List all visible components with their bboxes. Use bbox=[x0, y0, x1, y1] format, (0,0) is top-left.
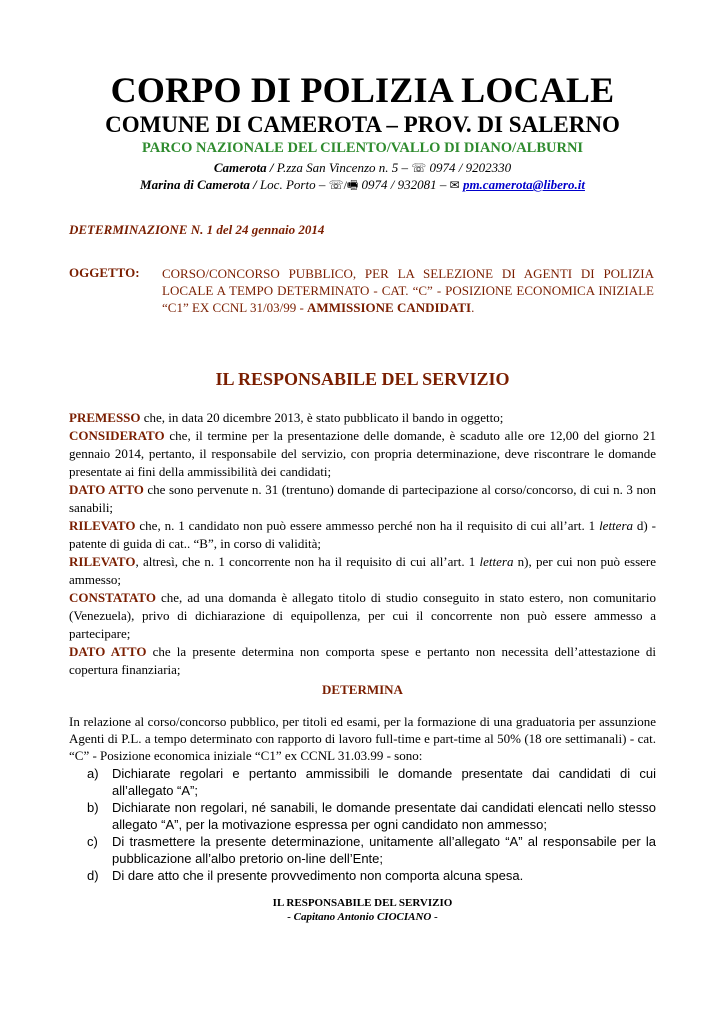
list-item-text: Dichiarate non regolari, né sanabili, le domande presentate dai candidati elencati nello stesso allegato “A”, per la motivazione espressa per ogni candidato non ammesso; bbox=[112, 800, 656, 832]
list-item-text: Di dare atto che il presente provvedimento non comporta alcuna spesa. bbox=[112, 868, 524, 883]
keyword: DATO ATTO bbox=[69, 482, 144, 497]
keyword: DATO ATTO bbox=[69, 644, 147, 659]
signature-role: IL RESPONSABILE DEL SERVIZIO bbox=[272, 897, 453, 909]
list-marker: b) bbox=[87, 800, 99, 815]
paragraph-considerato bbox=[69, 427, 656, 481]
list-marker: c) bbox=[87, 834, 98, 849]
premises-section bbox=[69, 409, 656, 679]
address-2-phone: 0974 / 932081 – bbox=[358, 177, 447, 192]
determinazione-number: DETERMINAZIONE N. 1 del 24 gennaio 2014 bbox=[69, 222, 325, 237]
determina-heading: DETERMINA bbox=[322, 682, 403, 697]
oggetto-body: CORSO/CONCORSO PUBBLICO, PER LA SELEZIONE DI AGENTI DI POLIZIA LOCALE A TEMPO DETERMINATO - CAT. “C” - POSIZIONE ECONOMICA INIZIALE “C1” EX CCNL 31/03/99 - bbox=[162, 266, 654, 315]
paragraph-dato-atto bbox=[69, 481, 656, 517]
oggetto-text bbox=[162, 265, 654, 316]
email-link[interactable]: pm.camerota@libero.it bbox=[462, 177, 585, 192]
determina-intro: In relazione al corso/concorso pubblico, per titoli ed esami, per la formazione di una graduatoria per assunzione Agenti di P.L. a tempo determinato con rapporto di lavoro full-time e part-time al 50% (18 ore settimanali) - cat. “C” - Posizione economica iniziale “C1” ex CCNL 31.03.99 - sono: bbox=[69, 714, 656, 763]
mail-icon: ✉ bbox=[449, 178, 460, 192]
determina-list bbox=[87, 765, 656, 884]
paragraph-italic: lettera bbox=[599, 518, 633, 533]
keyword: RILEVATO bbox=[69, 554, 136, 569]
keyword: RILEVATO bbox=[69, 518, 136, 533]
list-item bbox=[87, 799, 656, 833]
paragraph-constatato bbox=[69, 589, 656, 643]
keyword: CONSTATATO bbox=[69, 590, 156, 605]
paragraph-text: d) - patente di guida di cat.. “B”, in corso di validità; bbox=[69, 518, 656, 551]
keyword: CONSIDERATO bbox=[69, 428, 165, 443]
oggetto-label: OGGETTO: bbox=[69, 265, 140, 280]
keyword: PREMESSO bbox=[69, 410, 141, 425]
paragraph-text: , altresì, che n. 1 concorrente non ha il requisito di cui all’art. 1 bbox=[135, 554, 480, 569]
phone-fax-icon: ☏/🖷 bbox=[328, 178, 359, 192]
list-marker: d) bbox=[87, 868, 99, 883]
list-marker: a) bbox=[87, 766, 99, 781]
paragraph-text: che sono pervenute n. 31 (trentuno) domande di partecipazione al corso/concorso, di cui n. 3 non sanabili; bbox=[69, 482, 656, 515]
list-item-text: Dichiarate regolari e pertanto ammissibili le domande presentate dai candidati di cui all’allegato “A”; bbox=[112, 766, 656, 798]
page-title: CORPO DI POLIZIA LOCALE bbox=[110, 70, 615, 110]
address-2-street: Loc. Porto – bbox=[256, 177, 326, 192]
paragraph-italic: lettera bbox=[479, 554, 514, 569]
paragraph-dato-atto-2 bbox=[69, 643, 656, 679]
list-item-text: Di trasmettere la presente determinazione, unitamente all’allegato “A” al responsabile per la pubblicazione all’albo pretorio on-line dell’Ente; bbox=[112, 834, 656, 866]
address-1-phone: 0974 / 9202330 bbox=[426, 160, 512, 175]
list-item bbox=[87, 833, 656, 867]
address-1-place: Camerota / bbox=[213, 160, 274, 175]
list-item bbox=[87, 867, 656, 884]
address-line-1 bbox=[0, 160, 725, 176]
paragraph-text: n), per cui non può essere ammesso; bbox=[69, 554, 656, 587]
oggetto-end: . bbox=[471, 300, 475, 315]
signature-name: - Capitano Antonio CIOCIANO - bbox=[287, 911, 438, 923]
address-1-street: P.zza San Vincenzo n. 5 – bbox=[273, 160, 409, 175]
paragraph-text: che, ad una domanda è allegato titolo di studio conseguito in stato estero, non comunitario (Venezuela), privo di dichiarazione di equipollenza, per cui il concorrente non può essere ammesso a partecipare; bbox=[69, 590, 656, 641]
paragraph-text: che, il termine per la presentazione delle domande, è scaduto alle ore 12,00 del giorno 21 gennaio 2014, pertanto, il responsabile del servizio, con propria determinazione, deve riscontrare le domande presentate ai fini della ammissibilità dei candidati; bbox=[69, 428, 656, 479]
responsabile-heading: IL RESPONSABILE DEL SERVIZIO bbox=[215, 369, 510, 389]
paragraph-premesso bbox=[69, 409, 656, 427]
paragraph-text: che, in data 20 dicembre 2013, è stato pubblicato il bando in oggetto; bbox=[140, 410, 504, 425]
paragraph-rilevato-2 bbox=[69, 553, 656, 589]
paragraph-text: che la presente determina non comporta spese e pertanto non necessita dell’attestazione di copertura finanziaria; bbox=[69, 644, 656, 677]
address-line-2 bbox=[0, 177, 725, 193]
phone-icon: ☏ bbox=[411, 161, 427, 175]
paragraph-rilevato-1 bbox=[69, 517, 656, 553]
oggetto-bold: AMMISSIONE CANDIDATI bbox=[307, 300, 472, 315]
list-item bbox=[87, 765, 656, 799]
page-subtitle: COMUNE DI CAMEROTA – PROV. DI SALERNO bbox=[105, 112, 620, 137]
paragraph-text: che, n. 1 candidato non può essere ammesso perché non ha il requisito di cui all’art. 1 bbox=[135, 518, 600, 533]
address-2-place: Marina di Camerota / bbox=[140, 177, 257, 192]
park-name: PARCO NAZIONALE DEL CILENTO/VALLO DI DIANO/ALBURNI bbox=[141, 140, 584, 156]
